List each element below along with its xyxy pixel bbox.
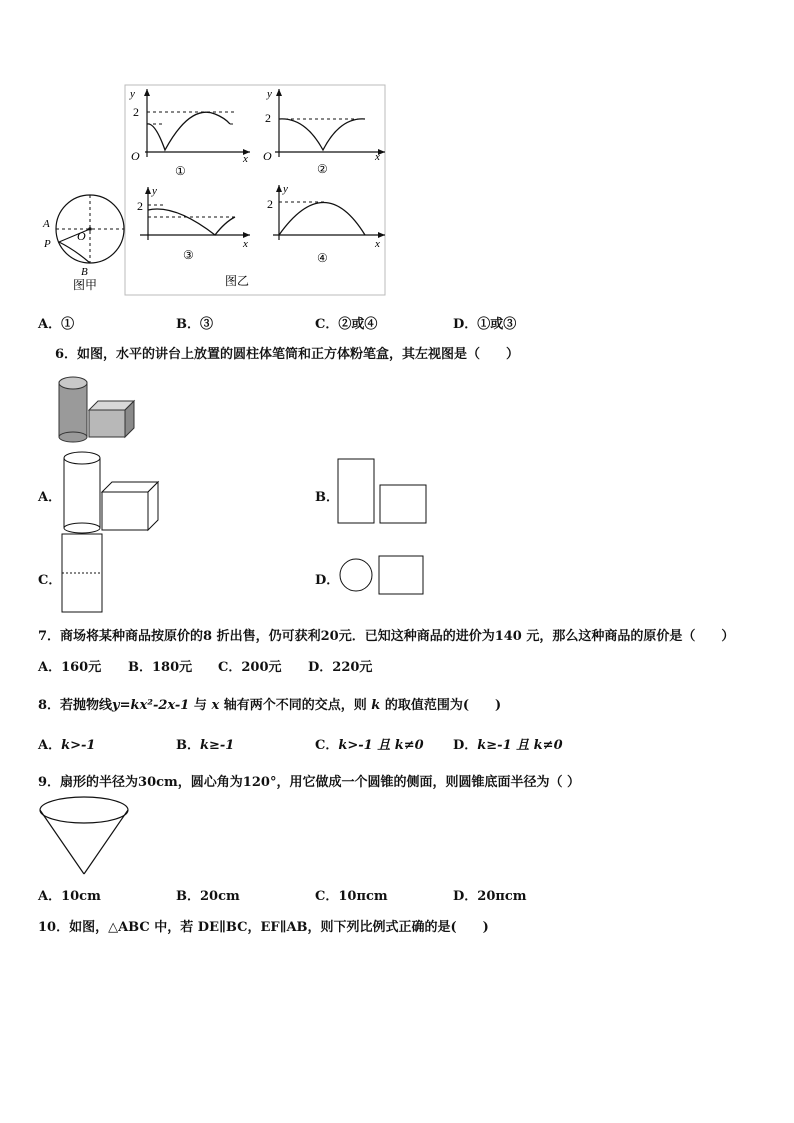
origin-label: O xyxy=(131,149,140,163)
option-key: D． xyxy=(453,738,478,753)
option-text: 20πcm xyxy=(477,889,527,904)
q10-stem: 10．如图，△ABC 中，若 DE∥BC，EF∥AB，则下列比例式正确的是( ) xyxy=(38,920,489,935)
q7-option-c[interactable] xyxy=(218,656,282,675)
q5-figure xyxy=(35,82,390,297)
graph-4 xyxy=(267,183,385,265)
q9-stem: 9．扇形的半径为30cm，圆心角为120°，用它做成一个圆锥的侧面，则圆锥底面半径为（ ） xyxy=(38,775,580,790)
option-key: B． xyxy=(176,889,200,904)
q8-stem-k: k xyxy=(371,698,381,713)
q6-option-b-figure xyxy=(336,457,428,527)
option-key: C． xyxy=(315,889,339,904)
option-text: 200元 xyxy=(241,660,282,675)
q8-equation: y=kx²-2x-1 xyxy=(112,698,190,713)
q8-option-c[interactable] xyxy=(315,734,424,753)
origin-label: O xyxy=(263,149,272,163)
q7-option-d[interactable] xyxy=(308,656,372,675)
option-text: k>-1 xyxy=(61,738,96,753)
option-key: B． xyxy=(176,738,200,753)
option-key: D． xyxy=(308,660,333,675)
figure-yi-caption: 图乙 xyxy=(225,274,250,288)
axis-y-label: y xyxy=(267,88,272,100)
option-key: D． xyxy=(453,889,478,904)
option-key: A． xyxy=(38,317,62,332)
q7-stem: 7．商场将某种商品按原价的8 折出售，仍可获利20元．已知这种商品的进价为140 元，那么这种商品的原价是（ ） xyxy=(38,629,735,644)
option-text: 160元 xyxy=(61,660,102,675)
option-key: B． xyxy=(128,660,152,675)
q9-option-a[interactable] xyxy=(38,885,101,904)
option-key: C． xyxy=(218,660,242,675)
axis-2-label: 2 xyxy=(267,197,273,211)
option-text: 180元 xyxy=(152,660,193,675)
q6-option-a[interactable]: A． xyxy=(38,490,62,505)
q9-option-d[interactable] xyxy=(453,885,527,904)
option-text: ②或④ xyxy=(338,317,378,332)
graph-1-label: ① xyxy=(175,164,186,178)
graph-3 xyxy=(137,185,250,288)
option-key: A． xyxy=(38,660,62,675)
axis-y-label: y xyxy=(152,185,157,197)
option-text: ① xyxy=(61,317,75,332)
q6-option-d[interactable]: D． xyxy=(315,573,340,588)
graph-2 xyxy=(263,88,385,176)
q8-option-b[interactable] xyxy=(176,734,234,753)
q8-stem-end: 的取值范围为( ) xyxy=(384,698,502,713)
option-key: D． xyxy=(453,317,478,332)
figure-jia-caption: 图甲 xyxy=(73,278,98,292)
axis-y-label: y xyxy=(130,88,135,100)
q5-option-a[interactable] xyxy=(38,313,74,332)
option-key: A． xyxy=(38,889,62,904)
option-text: k>-1 且 k≠0 xyxy=(338,738,424,753)
q9-option-b[interactable] xyxy=(176,885,240,904)
q5-option-b[interactable] xyxy=(176,313,213,332)
q8-stem-post: 轴有两个不同的交点，则 xyxy=(223,698,367,713)
q8-option-a[interactable] xyxy=(38,734,95,753)
option-text: 10cm xyxy=(61,889,101,904)
axis-x-label: x xyxy=(243,238,248,250)
point-b-label: B xyxy=(81,266,88,278)
axis-x-label: x xyxy=(375,238,380,250)
graph-4-label: ④ xyxy=(317,251,328,265)
axis-x-label: x xyxy=(243,153,248,165)
option-text: k≥-1 且 k≠0 xyxy=(477,738,563,753)
q6-stem: 6．如图，水平的讲台上放置的圆柱体笔筒和正方体粉笔盒，其左视图是（ ） xyxy=(55,347,520,362)
option-key: A． xyxy=(38,738,62,753)
q6-option-c[interactable]: C． xyxy=(38,573,62,588)
axis-2-label: 2 xyxy=(137,199,143,213)
q6-option-d-figure xyxy=(336,553,428,597)
axis-y-label: y xyxy=(283,183,288,195)
q7-option-b[interactable] xyxy=(128,656,192,675)
q6-option-c-figure xyxy=(60,532,105,614)
q6-option-b[interactable]: B． xyxy=(315,490,339,505)
q6-option-a-figure xyxy=(60,450,162,535)
circle-figure xyxy=(42,195,124,292)
graph-3-label: ③ xyxy=(183,248,194,262)
graph-2-label: ② xyxy=(317,162,328,176)
option-text: ③ xyxy=(200,317,214,332)
q8-stem-x: x xyxy=(211,698,220,713)
axis-2-label: 2 xyxy=(133,105,139,119)
point-o-label: O xyxy=(77,229,86,243)
option-key: C． xyxy=(315,317,339,332)
q8-stem-pre: 8．若抛物线 xyxy=(38,698,113,713)
option-text: k≥-1 xyxy=(200,738,235,753)
option-key: B． xyxy=(176,317,200,332)
option-text: ①或③ xyxy=(477,317,517,332)
point-a-label: A xyxy=(43,218,50,230)
q8-option-d[interactable] xyxy=(453,734,563,753)
option-text: 20cm xyxy=(200,889,240,904)
axis-2-label: 2 xyxy=(265,111,271,125)
q6-main-figure xyxy=(55,375,140,443)
q9-cone-figure xyxy=(36,792,134,878)
option-key: C． xyxy=(315,738,339,753)
axis-x-label: x xyxy=(375,151,380,163)
point-p-label: P xyxy=(44,238,51,250)
option-text: 10πcm xyxy=(338,889,388,904)
q8-stem-mid: 与 xyxy=(193,698,207,713)
option-text: 220元 xyxy=(332,660,373,675)
q8-stem xyxy=(38,694,501,713)
q5-option-c[interactable] xyxy=(315,313,377,332)
q9-option-c[interactable] xyxy=(315,885,388,904)
q7-option-a[interactable] xyxy=(38,656,101,675)
graph-1 xyxy=(129,88,250,178)
q5-option-d[interactable] xyxy=(453,313,516,332)
